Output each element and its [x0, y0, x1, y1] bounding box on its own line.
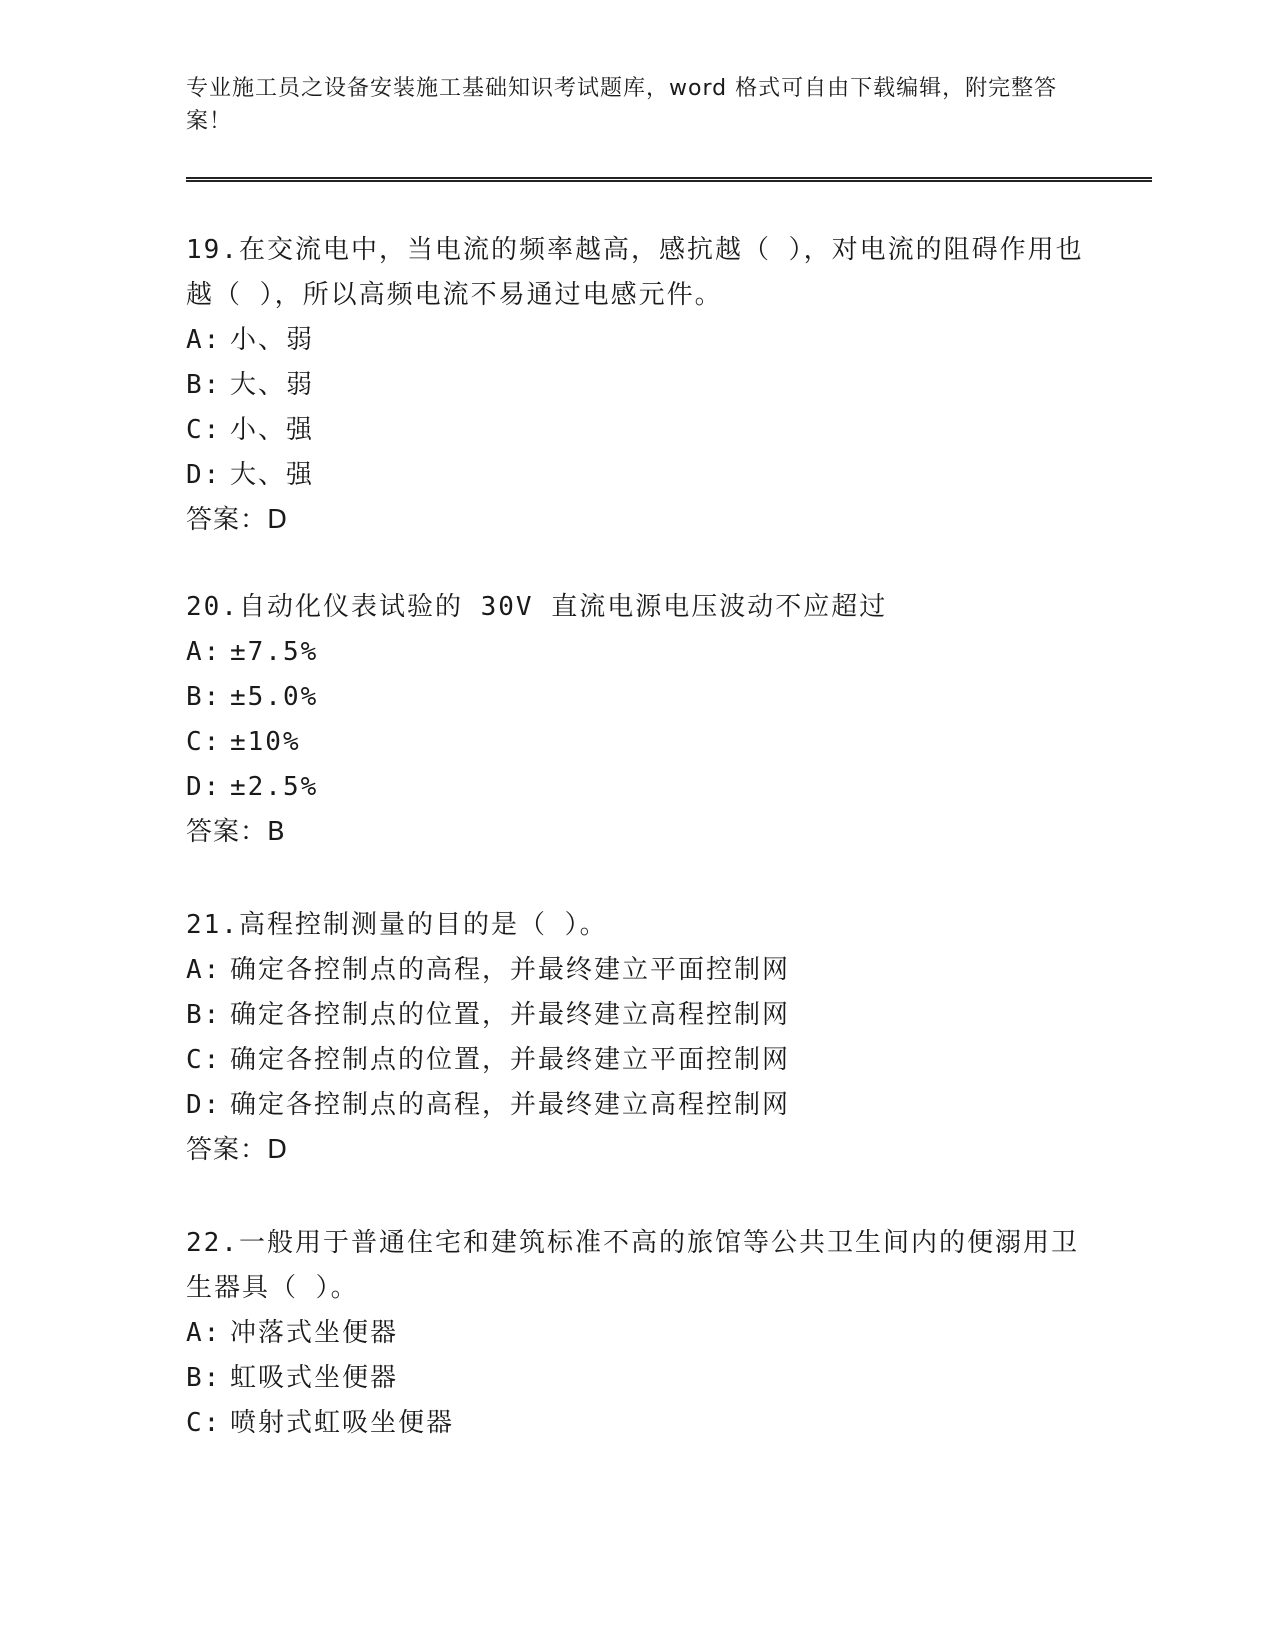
question-stem: 21.高程控制测量的目的是（ ）。 [186, 910, 608, 940]
option-b: B: 虹吸式坐便器 [186, 1363, 399, 1393]
question-stem: 20.自动化仪表试验的 30V 直流电源电压波动不应超过 [186, 592, 888, 622]
option-a: A: ±7.5% [186, 637, 319, 667]
document-header: 专业施工员之设备安装施工基础知识考试题库，word 格式可自由下载编辑，附完整答案！ [186, 76, 1058, 134]
option-c: C: 确定各控制点的位置，并最终建立平面控制网 [186, 1045, 791, 1075]
option-a: A: 冲落式坐便器 [186, 1318, 399, 1348]
option-d: D: 确定各控制点的高程，并最终建立高程控制网 [186, 1090, 791, 1120]
question-stem: 22.一般用于普通住宅和建筑标准不高的旅馆等公共卫生间内的便溺用卫生器具（ ）。 [186, 1228, 1079, 1303]
question-21 [186, 903, 1086, 1173]
option-b: B: 大、弱 [186, 370, 315, 400]
option-a: A: 确定各控制点的高程，并最终建立平面控制网 [186, 955, 791, 985]
answer: 答案：B [186, 817, 286, 847]
option-c: C: 喷射式虹吸坐便器 [186, 1408, 455, 1438]
header-divider [186, 177, 1152, 182]
option-b: B: 确定各控制点的位置，并最终建立高程控制网 [186, 1000, 791, 1030]
question-22 [186, 1221, 1086, 1446]
option-c: C: 小、强 [186, 415, 315, 445]
option-c: C: ±10% [186, 727, 301, 757]
answer: 答案：D [186, 505, 289, 535]
question-20 [186, 585, 1086, 855]
option-d: D: 大、强 [186, 460, 315, 490]
option-b: B: ±5.0% [186, 682, 319, 712]
option-d: D: ±2.5% [186, 772, 319, 802]
answer: 答案：D [186, 1135, 289, 1165]
option-a: A: 小、弱 [186, 325, 315, 355]
question-stem: 19.在交流电中，当电流的频率越高，感抗越（ ），对电流的阻碍作用也越（ ），所以高频电流不易通过电感元件。 [186, 235, 1084, 310]
question-19 [186, 228, 1086, 543]
